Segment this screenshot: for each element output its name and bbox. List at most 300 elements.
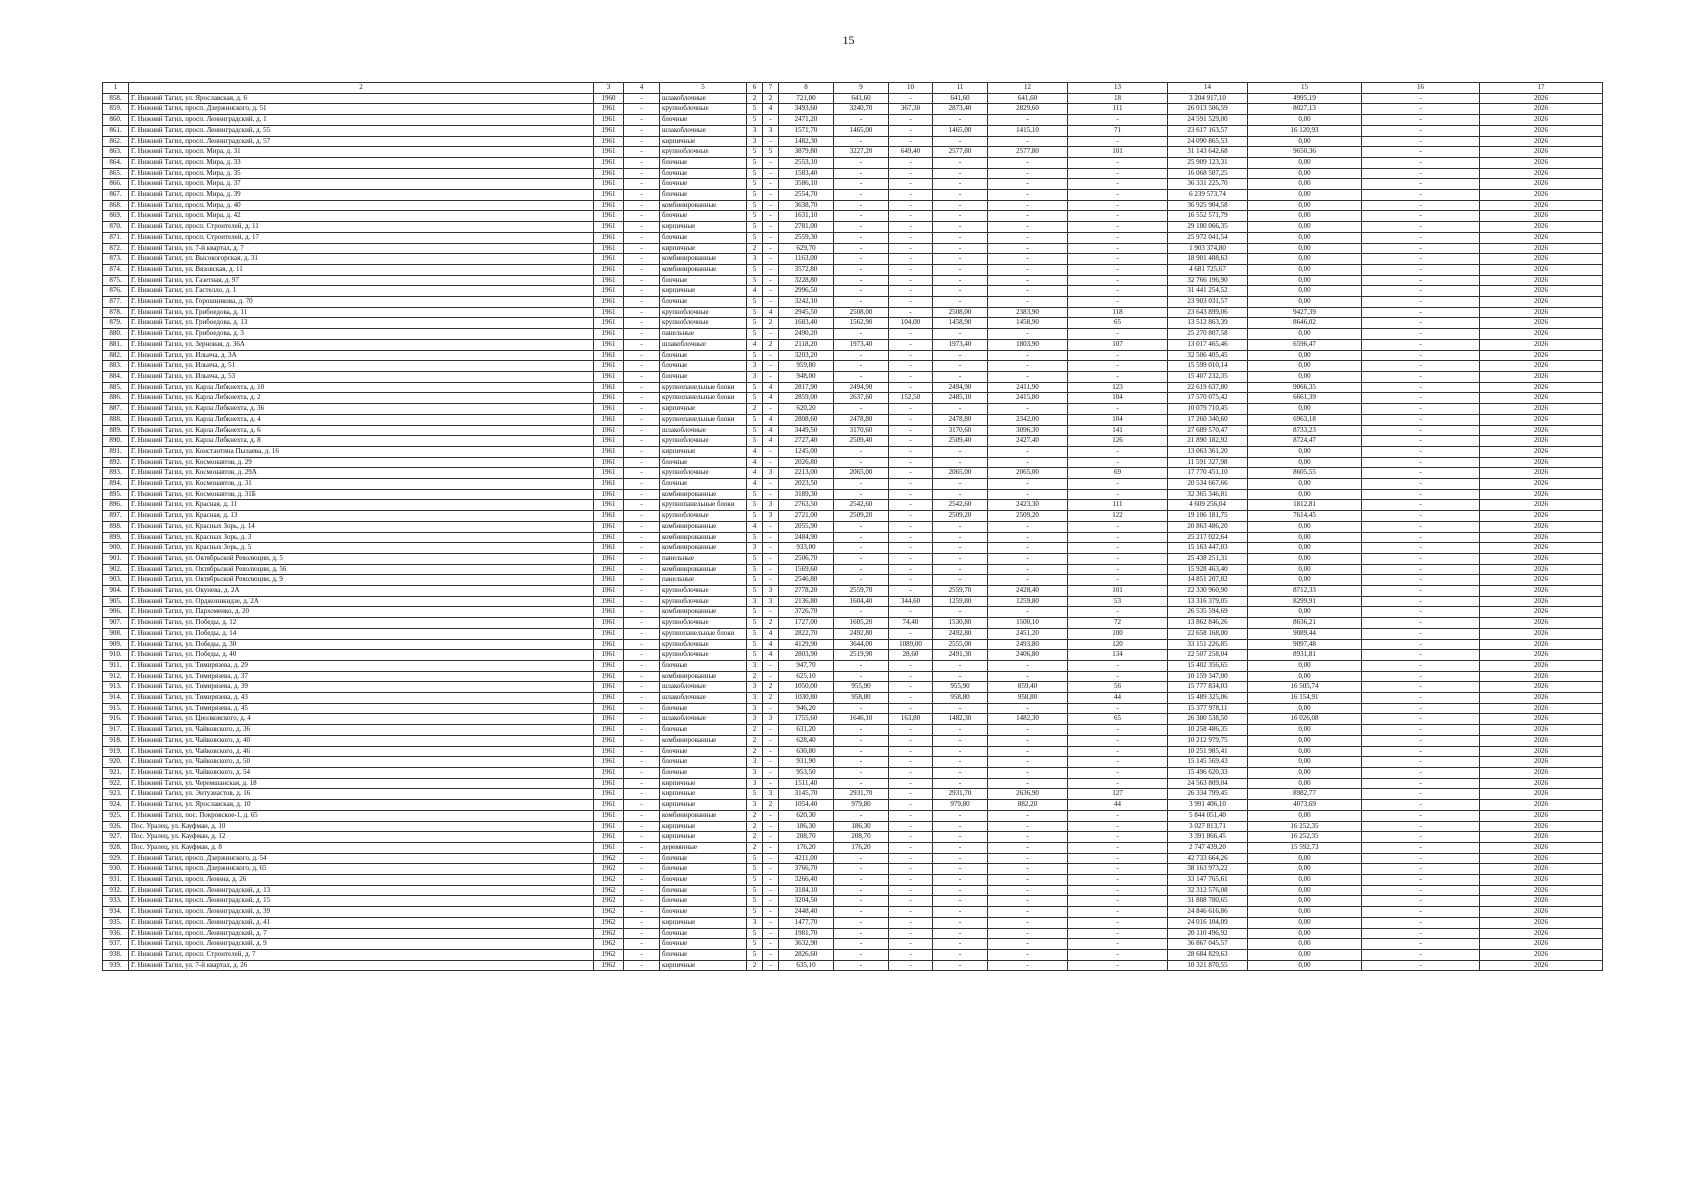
- cell-repair-cost: 25 972 041,54: [1168, 232, 1248, 243]
- cell-year-built: 1961: [594, 211, 624, 222]
- cell-total-area: 4129,90: [779, 639, 834, 650]
- cell-total-area: 2859,00: [779, 393, 834, 404]
- cell-wall-material: панельные: [660, 553, 747, 564]
- cell-floors: 4: [747, 446, 763, 457]
- cell-residents: 65: [1068, 714, 1168, 725]
- cell-private-area: -: [933, 371, 988, 382]
- cell-address: Г. Нижний Тагил, ул. 7-й квартал, д. 26: [129, 960, 594, 971]
- cell-year-built: 1961: [594, 393, 624, 404]
- cell-planned-year: 2026: [1480, 179, 1603, 190]
- cell-floors: 4: [747, 468, 763, 479]
- cell-municipal-area: -: [988, 211, 1068, 222]
- cell-cost-per-sqm: 0,00: [1248, 200, 1362, 211]
- cell-entrances: -: [763, 575, 779, 586]
- cell-entrances: -: [763, 286, 779, 297]
- cell-funding-note: -: [1362, 457, 1480, 468]
- cell-non-living-area: -: [889, 660, 933, 671]
- cell-total-area: 3493,60: [779, 104, 834, 115]
- cell-living-area: -: [834, 286, 889, 297]
- cell-address: Г. Нижний Тагил, ул. Ильича, д. 3А: [129, 350, 594, 361]
- cell-planned-year: 2026: [1480, 157, 1603, 168]
- cell-funding-note: -: [1362, 896, 1480, 907]
- cell-wall-material: деревянные: [660, 842, 747, 853]
- cell-non-living-area: -: [889, 500, 933, 511]
- cell-floors: 2: [747, 404, 763, 415]
- cell-repair-cost: 42 733 664,26: [1168, 853, 1248, 864]
- cell-planned-year: 2026: [1480, 489, 1603, 500]
- cell-year-built: 1961: [594, 468, 624, 479]
- table-row: [103, 607, 1603, 618]
- cell-planned-year: 2026: [1480, 190, 1603, 201]
- cell-non-living-area: -: [889, 468, 933, 479]
- cell-year-built: 1961: [594, 586, 624, 597]
- cell-repair-cost: 16 068 507,25: [1168, 168, 1248, 179]
- cell-address: Г. Нижний Тагил, ул. Космонавтов, д. 29: [129, 457, 594, 468]
- housing-register-table: [102, 82, 1603, 971]
- column-header-16: 16: [1362, 83, 1480, 94]
- cell-entrances: 3: [763, 789, 779, 800]
- cell-cost-per-sqm: 0,00: [1248, 179, 1362, 190]
- cell-repair-cost: 23 643 899,06: [1168, 307, 1248, 318]
- cell-year-built: 1961: [594, 457, 624, 468]
- cell-living-area: 2508,00: [834, 307, 889, 318]
- cell-non-living-area: -: [889, 425, 933, 436]
- cell-year-commissioned: -: [624, 286, 660, 297]
- cell-entrances: -: [763, 949, 779, 960]
- cell-year-built: 1961: [594, 339, 624, 350]
- cell-total-area: 3766,70: [779, 864, 834, 875]
- cell-municipal-area: -: [988, 746, 1068, 757]
- cell-private-area: -: [933, 543, 988, 554]
- cell-non-living-area: 74,40: [889, 618, 933, 629]
- cell-living-area: -: [834, 778, 889, 789]
- cell-repair-cost: 17 770 451,10: [1168, 468, 1248, 479]
- cell-planned-year: 2026: [1480, 778, 1603, 789]
- cell-entrances: -: [763, 896, 779, 907]
- cell-year-commissioned: -: [624, 479, 660, 490]
- cell-floors: 5: [747, 190, 763, 201]
- cell-address: Г. Нижний Тагил, ул. Грибоедова, д. 3: [129, 329, 594, 340]
- cell-residents: -: [1068, 286, 1168, 297]
- cell-private-area: 2559,70: [933, 586, 988, 597]
- cell-non-living-area: -: [889, 885, 933, 896]
- cell-year-built: 1961: [594, 832, 624, 843]
- cell-total-area: 3726,70: [779, 607, 834, 618]
- cell-living-area: -: [834, 810, 889, 821]
- cell-address: Г. Нижний Тагил, ул. Победы, д. 40: [129, 650, 594, 661]
- cell-funding-note: -: [1362, 479, 1480, 490]
- cell-cost-per-sqm: 0,00: [1248, 757, 1362, 768]
- cell-planned-year: 2026: [1480, 821, 1603, 832]
- cell-private-area: -: [933, 853, 988, 864]
- cell-entrances: -: [763, 735, 779, 746]
- cell-row-number: 930.: [103, 864, 129, 875]
- cell-entrances: -: [763, 211, 779, 222]
- cell-planned-year: 2026: [1480, 703, 1603, 714]
- cell-residents: -: [1068, 329, 1168, 340]
- cell-municipal-area: 2406,80: [988, 650, 1068, 661]
- cell-living-area: 2494,90: [834, 382, 889, 393]
- cell-entrances: 3: [763, 596, 779, 607]
- cell-entrances: -: [763, 821, 779, 832]
- cell-living-area: -: [834, 243, 889, 254]
- cell-row-number: 883.: [103, 361, 129, 372]
- cell-planned-year: 2026: [1480, 917, 1603, 928]
- table-row: [103, 104, 1603, 115]
- cell-funding-note: -: [1362, 500, 1480, 511]
- cell-year-built: 1961: [594, 489, 624, 500]
- cell-planned-year: 2026: [1480, 949, 1603, 960]
- cell-non-living-area: -: [889, 297, 933, 308]
- cell-municipal-area: 1803,90: [988, 339, 1068, 350]
- cell-non-living-area: -: [889, 671, 933, 682]
- cell-planned-year: 2026: [1480, 671, 1603, 682]
- cell-municipal-area: -: [988, 297, 1068, 308]
- cell-total-area: 946,20: [779, 703, 834, 714]
- cell-wall-material: шлакоблочные: [660, 425, 747, 436]
- cell-private-area: 2509,40: [933, 436, 988, 447]
- cell-row-number: 868.: [103, 200, 129, 211]
- cell-funding-note: -: [1362, 564, 1480, 575]
- cell-planned-year: 2026: [1480, 318, 1603, 329]
- cell-municipal-area: -: [988, 136, 1068, 147]
- cell-residents: -: [1068, 521, 1168, 532]
- cell-private-area: -: [933, 446, 988, 457]
- cell-row-number: 910.: [103, 650, 129, 661]
- cell-entrances: -: [763, 907, 779, 918]
- cell-row-number: 862.: [103, 136, 129, 147]
- table-row: [103, 703, 1603, 714]
- cell-wall-material: крупноблочные: [660, 586, 747, 597]
- cell-living-area: -: [834, 896, 889, 907]
- cell-address: Г. Нижний Тагил, просп. Мира, д. 33: [129, 157, 594, 168]
- cell-entrances: -: [763, 350, 779, 361]
- cell-address: Г. Нижний Тагил, просп. Ленинградский, д. 7: [129, 928, 594, 939]
- table-row: [103, 682, 1603, 693]
- cell-living-area: 2492,80: [834, 628, 889, 639]
- cell-municipal-area: -: [988, 875, 1068, 886]
- cell-wall-material: блочные: [660, 457, 747, 468]
- cell-year-commissioned: -: [624, 404, 660, 415]
- cell-funding-note: -: [1362, 350, 1480, 361]
- cell-year-built: 1961: [594, 650, 624, 661]
- cell-non-living-area: -: [889, 93, 933, 104]
- cell-entrances: -: [763, 746, 779, 757]
- table-row: [103, 746, 1603, 757]
- cell-row-number: 875.: [103, 275, 129, 286]
- cell-year-built: 1961: [594, 264, 624, 275]
- cell-cost-per-sqm: 8931,81: [1248, 650, 1362, 661]
- cell-address: Г. Нижний Тагил, ул. Энтузиастов, д. 16: [129, 789, 594, 800]
- cell-floors: 5: [747, 147, 763, 158]
- cell-municipal-area: 1259,80: [988, 596, 1068, 607]
- cell-private-area: -: [933, 778, 988, 789]
- cell-private-area: -: [933, 575, 988, 586]
- cell-municipal-area: -: [988, 960, 1068, 971]
- cell-private-area: 2485,10: [933, 393, 988, 404]
- cell-year-commissioned: -: [624, 949, 660, 960]
- cell-living-area: -: [834, 275, 889, 286]
- cell-planned-year: 2026: [1480, 254, 1603, 265]
- cell-private-area: -: [933, 735, 988, 746]
- cell-address: Г. Нижний Тагил, ул. Победы, д. 12: [129, 618, 594, 629]
- cell-entrances: 3: [763, 468, 779, 479]
- cell-repair-cost: 24 591 529,00: [1168, 115, 1248, 126]
- cell-non-living-area: -: [889, 939, 933, 950]
- cell-year-built: 1961: [594, 778, 624, 789]
- cell-address: Пос. Уралец, ул. Кауфман, д. 12: [129, 832, 594, 843]
- cell-non-living-area: -: [889, 693, 933, 704]
- cell-wall-material: блочные: [660, 168, 747, 179]
- cell-residents: 72: [1068, 618, 1168, 629]
- cell-planned-year: 2026: [1480, 297, 1603, 308]
- cell-cost-per-sqm: 0,00: [1248, 543, 1362, 554]
- cell-municipal-area: 2383,90: [988, 307, 1068, 318]
- cell-entrances: -: [763, 543, 779, 554]
- cell-private-area: 2873,40: [933, 104, 988, 115]
- cell-total-area: 3184,10: [779, 885, 834, 896]
- cell-entrances: 4: [763, 436, 779, 447]
- cell-floors: 5: [747, 607, 763, 618]
- cell-floors: 2: [747, 746, 763, 757]
- cell-non-living-area: -: [889, 800, 933, 811]
- cell-entrances: -: [763, 136, 779, 147]
- cell-planned-year: 2026: [1480, 147, 1603, 158]
- cell-wall-material: кирпичные: [660, 778, 747, 789]
- cell-funding-note: -: [1362, 414, 1480, 425]
- cell-non-living-area: -: [889, 842, 933, 853]
- cell-row-number: 880.: [103, 329, 129, 340]
- cell-repair-cost: 38 163 973,22: [1168, 864, 1248, 875]
- cell-non-living-area: -: [889, 896, 933, 907]
- column-header-6: 6: [747, 83, 763, 94]
- cell-municipal-area: -: [988, 821, 1068, 832]
- cell-row-number: 867.: [103, 190, 129, 201]
- cell-year-commissioned: -: [624, 190, 660, 201]
- cell-floors: 5: [747, 318, 763, 329]
- cell-address: Пос. Уралец, ул. Кауфман, д. 10: [129, 821, 594, 832]
- cell-municipal-area: 1482,30: [988, 714, 1068, 725]
- cell-municipal-area: 2829,60: [988, 104, 1068, 115]
- cell-living-area: -: [834, 671, 889, 682]
- cell-repair-cost: 10 159 347,00: [1168, 671, 1248, 682]
- cell-year-built: 1961: [594, 671, 624, 682]
- cell-year-built: 1961: [594, 136, 624, 147]
- column-header-14: 14: [1168, 83, 1248, 94]
- cell-residents: -: [1068, 222, 1168, 233]
- cell-residents: -: [1068, 928, 1168, 939]
- cell-municipal-area: -: [988, 264, 1068, 275]
- cell-municipal-area: 2415,80: [988, 393, 1068, 404]
- cell-address: Г. Нижний Тагил, просп. Строителей, д. 17: [129, 232, 594, 243]
- cell-wall-material: блочные: [660, 907, 747, 918]
- cell-planned-year: 2026: [1480, 521, 1603, 532]
- cell-funding-note: -: [1362, 264, 1480, 275]
- cell-funding-note: -: [1362, 222, 1480, 233]
- cell-non-living-area: -: [889, 254, 933, 265]
- table-row: [103, 757, 1603, 768]
- cell-non-living-area: -: [889, 789, 933, 800]
- cell-floors: 5: [747, 436, 763, 447]
- cell-non-living-area: -: [889, 949, 933, 960]
- cell-private-area: 1465,00: [933, 125, 988, 136]
- cell-cost-per-sqm: 0,00: [1248, 361, 1362, 372]
- cell-funding-note: -: [1362, 939, 1480, 950]
- cell-repair-cost: 33 147 765,61: [1168, 875, 1248, 886]
- cell-residents: 100: [1068, 628, 1168, 639]
- column-header-5: 5: [660, 83, 747, 94]
- cell-repair-cost: 15 496 620,33: [1168, 768, 1248, 779]
- cell-address: Г. Нижний Тагил, просп. Строителей, д. 7: [129, 949, 594, 960]
- cell-entrances: -: [763, 757, 779, 768]
- cell-wall-material: крупноблочные: [660, 468, 747, 479]
- cell-year-commissioned: -: [624, 489, 660, 500]
- cell-year-commissioned: -: [624, 457, 660, 468]
- cell-municipal-area: -: [988, 896, 1068, 907]
- cell-floors: 5: [747, 575, 763, 586]
- cell-year-built: 1961: [594, 596, 624, 607]
- table-row: [103, 382, 1603, 393]
- cell-repair-cost: 10 212 979,75: [1168, 735, 1248, 746]
- cell-entrances: 2: [763, 693, 779, 704]
- cell-cost-per-sqm: 0,00: [1248, 521, 1362, 532]
- cell-repair-cost: 3 391 866,45: [1168, 832, 1248, 843]
- cell-private-area: 1259,80: [933, 596, 988, 607]
- cell-total-area: 625,10: [779, 671, 834, 682]
- cell-residents: -: [1068, 404, 1168, 415]
- table-row: [103, 371, 1603, 382]
- cell-total-area: 3242,10: [779, 297, 834, 308]
- cell-residents: 127: [1068, 789, 1168, 800]
- cell-funding-note: -: [1362, 115, 1480, 126]
- cell-wall-material: шлакоблочные: [660, 693, 747, 704]
- cell-repair-cost: 27 689 570,47: [1168, 425, 1248, 436]
- cell-residents: 111: [1068, 104, 1168, 115]
- cell-entrances: 2: [763, 618, 779, 629]
- cell-repair-cost: 10 251 985,41: [1168, 746, 1248, 757]
- cell-planned-year: 2026: [1480, 896, 1603, 907]
- cell-non-living-area: -: [889, 361, 933, 372]
- cell-total-area: 1683,40: [779, 318, 834, 329]
- cell-cost-per-sqm: 0,00: [1248, 810, 1362, 821]
- cell-year-commissioned: -: [624, 468, 660, 479]
- cell-residents: -: [1068, 821, 1168, 832]
- cell-funding-note: -: [1362, 232, 1480, 243]
- cell-cost-per-sqm: 0,00: [1248, 329, 1362, 340]
- cell-repair-cost: 13 017 465,46: [1168, 339, 1248, 350]
- cell-total-area: 4211,00: [779, 853, 834, 864]
- cell-address: Г. Нижний Тагил, ул. Карла Либкнехта, д. 10: [129, 382, 594, 393]
- cell-cost-per-sqm: 6963,18: [1248, 414, 1362, 425]
- cell-repair-cost: 15 377 978,11: [1168, 703, 1248, 714]
- cell-private-area: -: [933, 939, 988, 950]
- cell-floors: 3: [747, 693, 763, 704]
- cell-address: Г. Нижний Тагил, ул. Октябрьской Революции, д. 9: [129, 575, 594, 586]
- cell-municipal-area: -: [988, 329, 1068, 340]
- cell-year-built: 1961: [594, 425, 624, 436]
- table-row: [103, 650, 1603, 661]
- cell-entrances: -: [763, 222, 779, 233]
- cell-total-area: 1054,40: [779, 800, 834, 811]
- cell-living-area: 958,80: [834, 693, 889, 704]
- table-row: [103, 917, 1603, 928]
- cell-planned-year: 2026: [1480, 650, 1603, 661]
- cell-address: Пос. Уралец, ул. Кауфман, д. 8: [129, 842, 594, 853]
- cell-floors: 5: [747, 789, 763, 800]
- cell-repair-cost: 22 619 637,80: [1168, 382, 1248, 393]
- table-row: [103, 832, 1603, 843]
- cell-funding-note: -: [1362, 960, 1480, 971]
- cell-municipal-area: -: [988, 168, 1068, 179]
- cell-cost-per-sqm: 6596,47: [1248, 339, 1362, 350]
- cell-funding-note: -: [1362, 885, 1480, 896]
- cell-address: Г. Нижний Тагил, ул. Космонавтов, д. 31: [129, 479, 594, 490]
- cell-living-area: -: [834, 532, 889, 543]
- cell-floors: 3: [747, 371, 763, 382]
- table-row: [103, 789, 1603, 800]
- cell-wall-material: крупноблочные: [660, 596, 747, 607]
- cell-repair-cost: 20 534 667,66: [1168, 479, 1248, 490]
- cell-funding-note: -: [1362, 693, 1480, 704]
- cell-year-commissioned: -: [624, 168, 660, 179]
- cell-entrances: -: [763, 842, 779, 853]
- cell-municipal-area: -: [988, 200, 1068, 211]
- cell-cost-per-sqm: 0,00: [1248, 136, 1362, 147]
- cell-total-area: 2023,50: [779, 479, 834, 490]
- cell-year-commissioned: -: [624, 660, 660, 671]
- cell-funding-note: -: [1362, 682, 1480, 693]
- cell-private-area: -: [933, 157, 988, 168]
- cell-year-built: 1961: [594, 660, 624, 671]
- cell-year-built: 1961: [594, 414, 624, 425]
- cell-wall-material: блочные: [660, 371, 747, 382]
- cell-municipal-area: -: [988, 553, 1068, 564]
- cell-wall-material: шлакоблочные: [660, 125, 747, 136]
- cell-funding-note: -: [1362, 297, 1480, 308]
- cell-row-number: 886.: [103, 393, 129, 404]
- cell-row-number: 889.: [103, 425, 129, 436]
- cell-cost-per-sqm: 0,00: [1248, 875, 1362, 886]
- cell-year-built: 1961: [594, 329, 624, 340]
- column-header-7: 7: [763, 83, 779, 94]
- cell-private-area: -: [933, 896, 988, 907]
- cell-funding-note: -: [1362, 521, 1480, 532]
- cell-floors: 2: [747, 671, 763, 682]
- cell-address: Г. Нижний Тагил, ул. Победы, д. 14: [129, 628, 594, 639]
- cell-private-area: -: [933, 832, 988, 843]
- cell-row-number: 923.: [103, 789, 129, 800]
- cell-private-area: -: [933, 168, 988, 179]
- cell-row-number: 863.: [103, 147, 129, 158]
- cell-row-number: 922.: [103, 778, 129, 789]
- cell-total-area: 2781,00: [779, 222, 834, 233]
- cell-repair-cost: 13 063 361,20: [1168, 446, 1248, 457]
- cell-address: Г. Нижний Тагил, ул. Грибоедова, д. 13: [129, 318, 594, 329]
- cell-funding-note: -: [1362, 104, 1480, 115]
- cell-non-living-area: 1089,00: [889, 639, 933, 650]
- cell-residents: -: [1068, 489, 1168, 500]
- cell-year-built: 1960: [594, 93, 624, 104]
- cell-row-number: 905.: [103, 596, 129, 607]
- cell-non-living-area: -: [889, 243, 933, 254]
- cell-non-living-area: 367,30: [889, 104, 933, 115]
- cell-year-built: 1961: [594, 222, 624, 233]
- cell-entrances: 4: [763, 650, 779, 661]
- cell-row-number: 913.: [103, 682, 129, 693]
- cell-living-area: -: [834, 907, 889, 918]
- cell-private-area: 958,80: [933, 693, 988, 704]
- cell-floors: 4: [747, 521, 763, 532]
